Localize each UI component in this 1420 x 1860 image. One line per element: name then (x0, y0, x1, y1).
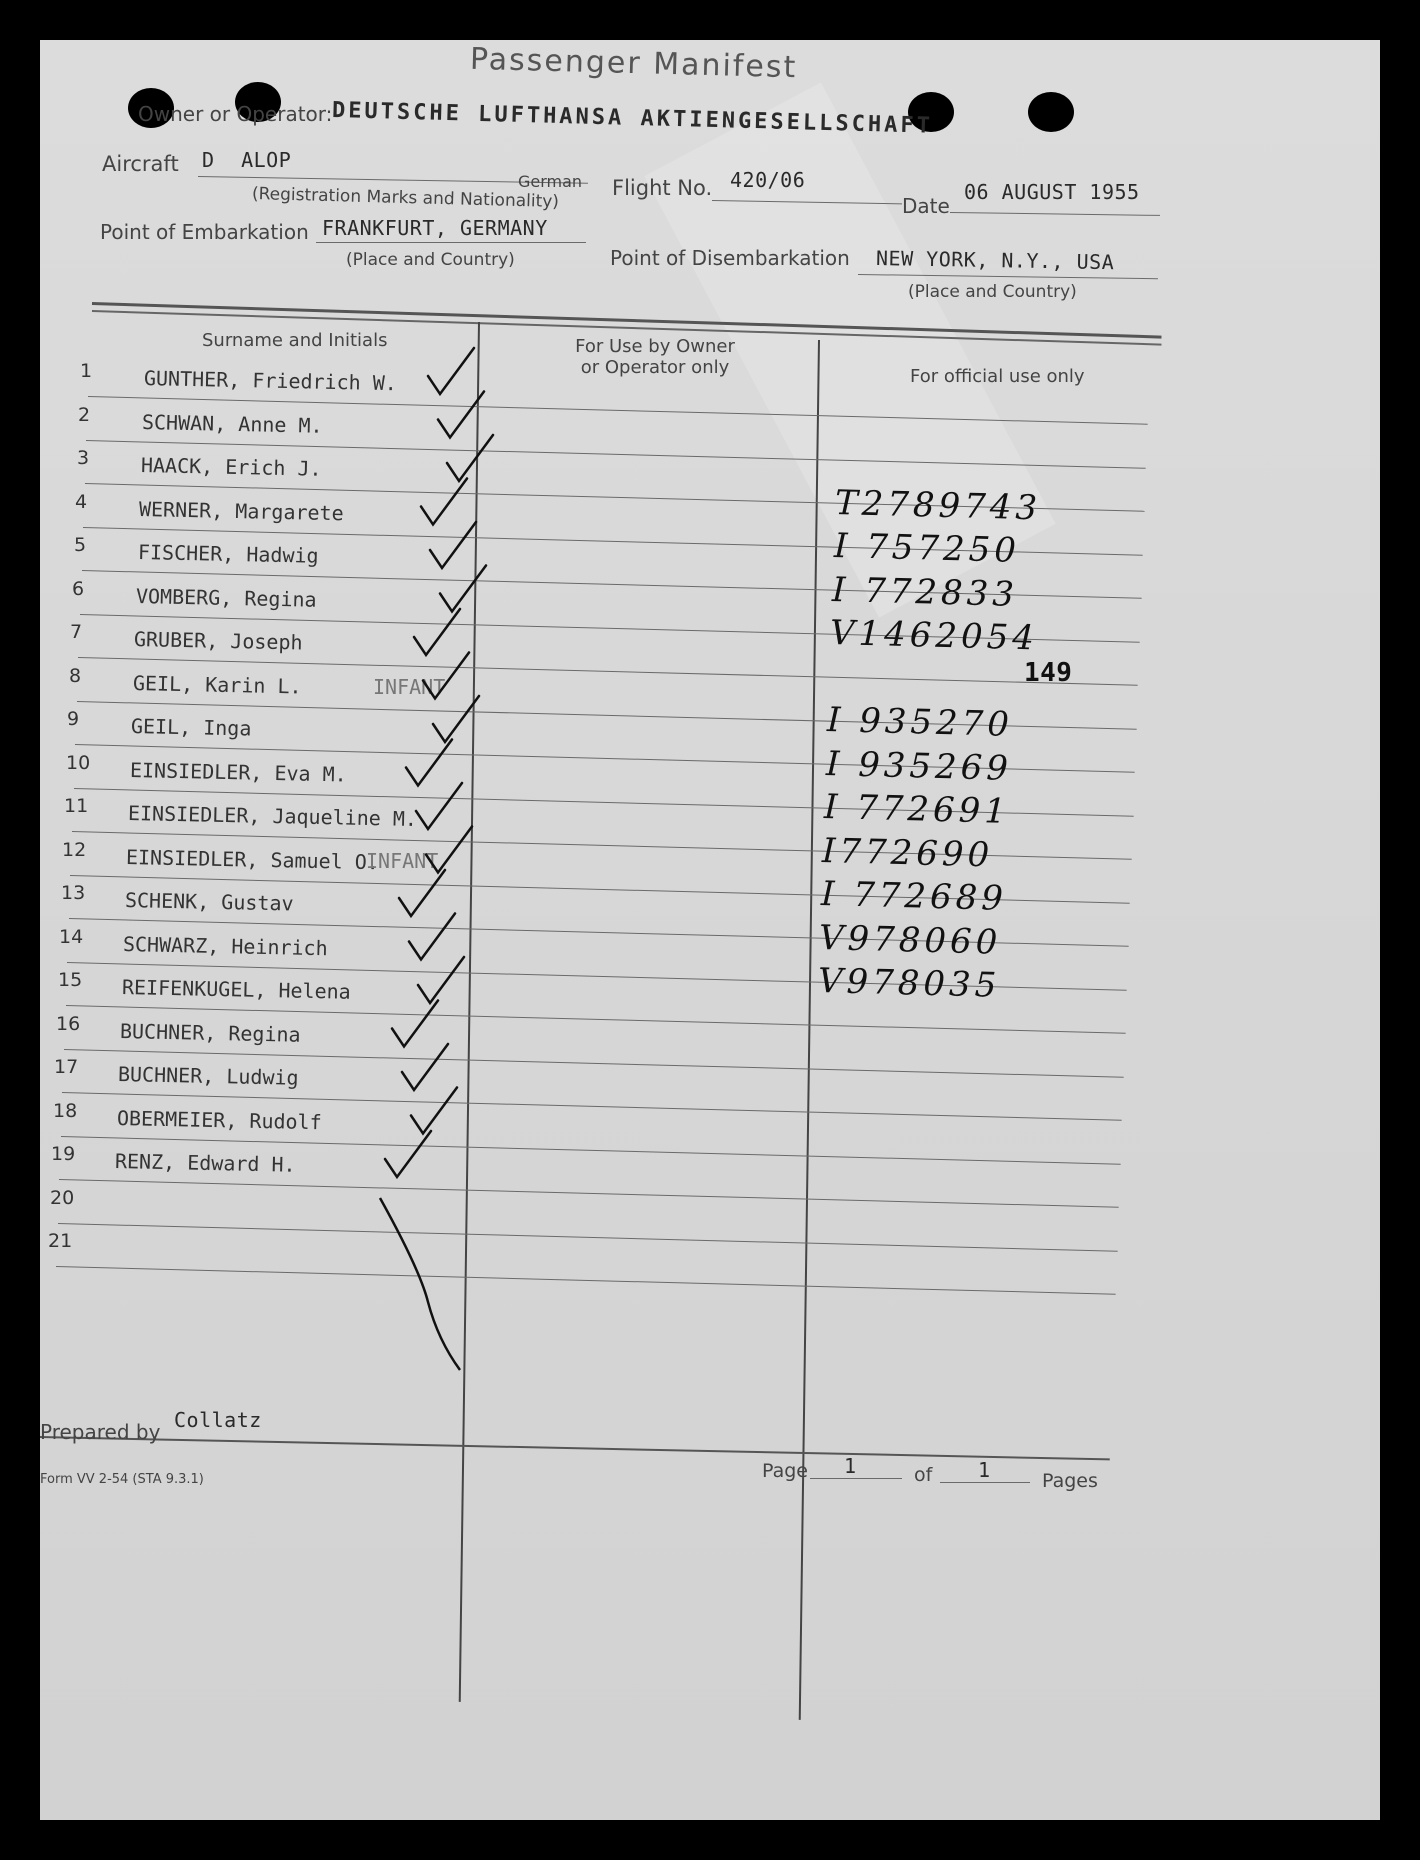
flight-value: 420/06 (730, 168, 806, 192)
row-number: 7 (70, 621, 83, 643)
check-mark (423, 653, 469, 699)
form-title: Passenger Manifest (469, 41, 798, 86)
passenger-name: FISCHER, Hadwig (137, 540, 319, 568)
row-number: 6 (72, 577, 85, 600)
passenger-name: OBERMEIER, Rudolf (116, 1105, 322, 1134)
col-surname-header: Surname and Initials (202, 330, 388, 351)
prepared-label: Prepared by (40, 1420, 161, 1444)
col-owner-header: For Use by Owner or Operator only (575, 336, 735, 378)
check-mark (433, 696, 479, 742)
row-number: 2 (78, 403, 91, 426)
check-mark (411, 1088, 457, 1134)
passenger-name: RENZ, Edward H. (114, 1149, 296, 1177)
check-mark (430, 522, 476, 568)
col-official-header: For official use only (910, 366, 1085, 387)
owner-value: DEUTSCHE LUFTHANSA AKTIENGESELLSCHAFT (331, 98, 934, 139)
disembark-label: Point of Disembarkation (610, 246, 850, 270)
page-value: 1 (844, 1454, 857, 1478)
row-number: 15 (58, 969, 83, 991)
official-number: I 757250 (833, 526, 1021, 571)
of-label: of (914, 1464, 933, 1486)
passenger-note: INFANT (373, 674, 446, 699)
passenger-name: GEIL, Inga (130, 714, 252, 741)
check-mark (421, 479, 467, 525)
check-marks (40, 40, 1380, 1820)
check-mark (392, 1001, 438, 1047)
passenger-name: BUCHNER, Regina (119, 1018, 301, 1047)
official-number: I 772689 (820, 874, 1008, 919)
check-mark (428, 348, 474, 394)
official-number: T2789743 (834, 482, 1042, 528)
manifest-page (40, 40, 1380, 1820)
embark-caption: (Place and Country) (346, 250, 515, 270)
check-mark (414, 609, 460, 655)
of-underline (940, 1482, 1030, 1483)
check-mark (399, 870, 445, 916)
official-number: V1462054 (829, 613, 1039, 659)
passenger-name: SCHENK, Gustav (124, 888, 294, 916)
disembark-value: NEW YORK, N.Y., USA (875, 246, 1115, 275)
row-number: 4 (75, 490, 88, 513)
check-mark (426, 827, 472, 873)
row-number: 3 (77, 447, 90, 469)
of-value: 1 (978, 1458, 991, 1482)
flight-label: Flight No. (612, 176, 713, 200)
passenger-name: EINSIEDLER, Samuel O. (125, 844, 380, 874)
prepared-value: Collatz (174, 1408, 262, 1432)
pages-label: Pages (1042, 1470, 1098, 1492)
check-mark (418, 957, 464, 1003)
passenger-note: INFANT (366, 848, 439, 873)
official-number: V978035 (817, 961, 1001, 1006)
passenger-name: EINSIEDLER, Eva M. (129, 757, 347, 787)
row-number: 19 (51, 1143, 76, 1165)
check-mark (438, 392, 484, 438)
official-number: I 935269 (825, 743, 1013, 789)
check-mark (385, 1131, 431, 1177)
form-code: Form VV 2-54 (STA 9.3.1) (40, 1472, 204, 1487)
aircraft-caption: (Registration Marks and Nationality) (251, 184, 560, 213)
row-number: 20 (50, 1186, 75, 1209)
passenger-name: BUCHNER, Ludwig (117, 1062, 299, 1090)
row-number: 1 (80, 360, 93, 382)
check-mark (402, 1044, 448, 1090)
date-value: 06 AUGUST 1955 (964, 180, 1140, 204)
row-number: 14 (59, 925, 84, 948)
passenger-name: GRUBER, Joseph (133, 627, 303, 655)
row-number: 10 (66, 751, 91, 774)
passenger-name: REIFENKUGEL, Helena (121, 975, 351, 1004)
check-mark (406, 740, 452, 786)
official-number: I 772691 (823, 787, 1011, 832)
passenger-name: GUNTHER, Friedrich W. (143, 366, 398, 396)
date-label: Date (902, 194, 950, 218)
official-number: I 772833 (831, 569, 1019, 615)
passenger-name: GEIL, Karin L. (132, 670, 302, 699)
passenger-name: SCHWAN, Anne M. (141, 409, 323, 438)
official-number: I772690 (821, 830, 994, 875)
row-number: 12 (62, 838, 87, 861)
check-mark (447, 435, 493, 481)
check-mark (409, 914, 455, 960)
row-number: 16 (56, 1012, 81, 1035)
void-stroke (380, 1198, 460, 1370)
row-number: 18 (53, 1099, 78, 1122)
embark-label: Point of Embarkation (100, 220, 309, 244)
passenger-name: VOMBERG, Regina (135, 583, 317, 612)
row-number: 9 (67, 708, 80, 730)
passenger-name: SCHWARZ, Heinrich (122, 931, 328, 960)
row-number: 8 (69, 664, 82, 687)
count-annotation: 149 (1024, 658, 1073, 688)
aircraft-value: D ALOP (202, 148, 292, 172)
aircraft-nationality: German (518, 172, 583, 191)
check-mark (416, 783, 462, 829)
passenger-name: EINSIEDLER, Jaqueline M. (127, 801, 418, 832)
row-number: 17 (54, 1056, 79, 1078)
passenger-name: WERNER, Margarete (138, 496, 344, 525)
page-label: Page (762, 1460, 808, 1482)
row-number: 5 (74, 534, 87, 556)
check-mark (440, 566, 486, 612)
passenger-name: HAACK, Erich J. (140, 453, 322, 481)
owner-label: Owner or Operator: (138, 102, 333, 126)
embark-value: FRANKFURT, GERMANY (322, 216, 548, 240)
aircraft-label: Aircraft (102, 152, 179, 176)
disembark-caption: (Place and Country) (908, 282, 1077, 302)
row-number: 13 (61, 882, 86, 904)
row-number: 21 (48, 1230, 73, 1252)
row-number: 11 (64, 795, 89, 817)
official-number: V978060 (818, 917, 1002, 963)
page-underline (810, 1478, 902, 1479)
official-number: I 935270 (826, 700, 1014, 745)
